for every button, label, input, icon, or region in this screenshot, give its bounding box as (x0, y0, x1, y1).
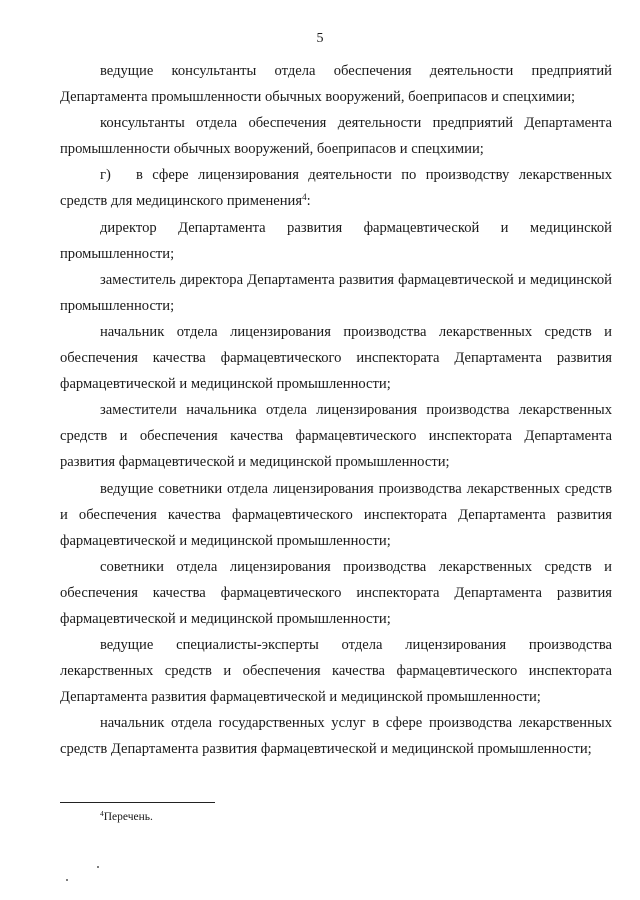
paragraph-tail: : (306, 193, 311, 210)
paragraph: консультанты отдела обеспечения деятельности предприятий Департамента промышленности обычных вооружений, боеприпасов и спецхимии; (60, 115, 612, 158)
paragraph-list-item-g (60, 162, 612, 214)
paragraph: начальник отдела государственных услуг в сфере производства лекарственных средств Департамента развития фармацевтической и медицинской промышленности; (60, 715, 612, 758)
footnote-text: Перечень. (103, 811, 153, 823)
footnote-separator (60, 802, 215, 803)
footnote (100, 810, 153, 824)
footnote-number: 4 (100, 809, 104, 818)
document-body (60, 58, 612, 763)
paragraph: директор Департамента развития фармацевтической и медицинской промышленности; (60, 219, 612, 262)
footnote-reference[interactable]: 4 (302, 192, 307, 203)
scan-speck (66, 879, 68, 881)
paragraph: начальник отдела лицензирования производства лекарственных средств и обеспечения качества фармацевтического инспектората Департамента развития фармацевтической и медицинской промышленности; (60, 323, 612, 393)
paragraph: ведущие специалисты-эксперты отдела лицензирования производства лекарственных средств и обеспечения качества фармацевтического инспектората Департамента развития фармацевтической и медицинской промышленности; (60, 637, 612, 706)
list-marker: г) (100, 167, 111, 184)
paragraph: ведущие советники отдела лицензирования производства лекарственных средств и обеспечения качества фармацевтического инспектората Департамента развития фармацевтической и медицинской промышленности; (60, 480, 612, 549)
paragraph: заместитель директора Департамента развития фармацевтической и медицинской промышленности; (60, 271, 612, 314)
paragraph: заместители начальника отдела лицензирования производства лекарственных средств и обеспечения качества фармацевтического инспектората Департамента развития фармацевтической и медицинской промышленности; (60, 402, 612, 471)
scan-speck (97, 866, 99, 868)
paragraph: советники отдела лицензирования производства лекарственных средств и обеспечения качества фармацевтического инспектората Департамента развития фармацевтической и медицинской промышленности; (60, 558, 612, 627)
paragraph-text: в сфере лицензирования деятельности по производству лекарственных средств для медицинского применения (60, 167, 612, 210)
page-number: 5 (316, 31, 324, 46)
paragraph: ведущие консультанты отдела обеспечения деятельности предприятий Департамента промышленности обычных вооружений, боеприпасов и спецхимии; (60, 63, 612, 106)
